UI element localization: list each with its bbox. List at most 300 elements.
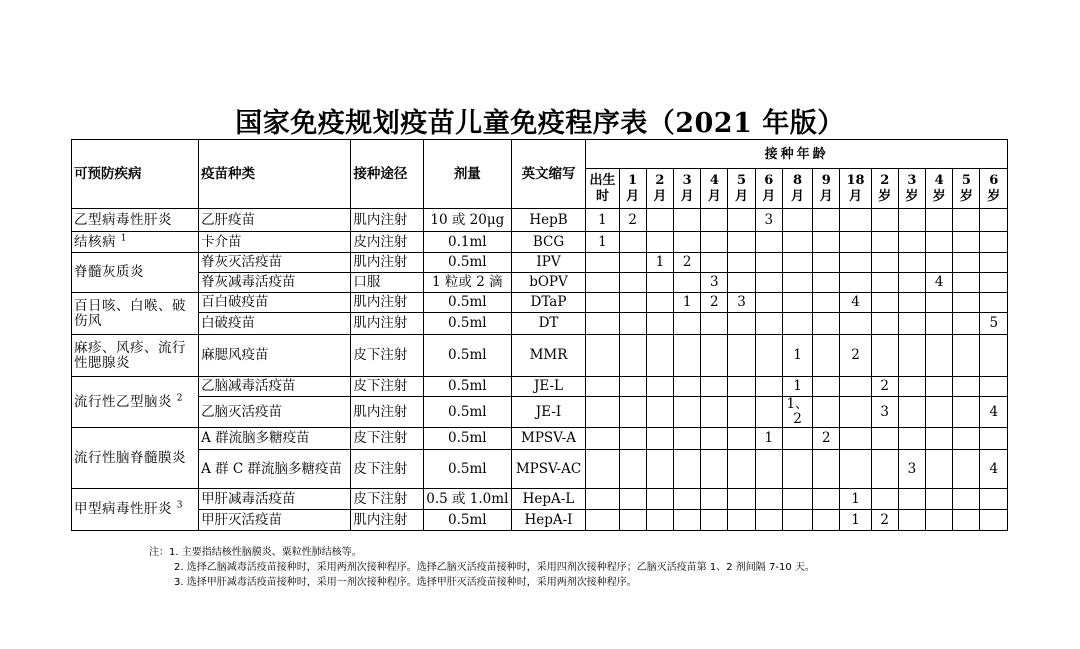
dose-cell: [782, 293, 812, 313]
vaccine-dose: 0.5ml: [423, 450, 511, 489]
age-header-unit: 月: [791, 188, 805, 204]
dose-cell: [646, 209, 673, 232]
dose-cell: [980, 489, 1008, 510]
dose-cell: [813, 253, 840, 273]
dose-cell: [898, 273, 925, 293]
vaccine-name: 乙肝疫苗: [199, 209, 351, 232]
dose-cell: [953, 377, 980, 397]
dose-cell: [586, 335, 619, 377]
age-header-14: [980, 169, 1008, 209]
dose-cell: 2: [619, 209, 646, 232]
age-header-5: [728, 169, 755, 209]
disease-name: 乙型病毒性肝炎: [74, 211, 172, 228]
dose-cell: [953, 209, 980, 232]
vaccine-route: 口服: [351, 273, 424, 293]
header-abbr: 英文缩写: [511, 140, 586, 209]
dose-cell: [782, 232, 812, 253]
dose-cell: [980, 209, 1008, 232]
dose-cell: [619, 335, 646, 377]
dose-cell: [674, 377, 701, 397]
dose-cell: 1: [646, 253, 673, 273]
dose-cell: [782, 489, 812, 510]
dose-cell: [926, 489, 953, 510]
dose-cell: [701, 313, 728, 335]
dose-cell: [898, 232, 925, 253]
dose-cell: [782, 428, 812, 450]
age-header-unit: 月: [653, 188, 667, 204]
dose-cell: [980, 293, 1008, 313]
table-row: [72, 253, 1008, 273]
dose-cell: [898, 428, 925, 450]
dose-cell: 3: [728, 293, 755, 313]
age-header-value: 3: [682, 172, 692, 188]
dose-cell: [586, 428, 619, 450]
table-row: [72, 335, 1008, 377]
age-header-value: 18: [846, 172, 865, 188]
vaccine-abbr: IPV: [511, 253, 586, 273]
vaccine-abbr: MPSV-AC: [511, 450, 586, 489]
dose-cell: [813, 273, 840, 293]
dose-cell: [926, 209, 953, 232]
table-row: [72, 428, 1008, 450]
dose-cell: [701, 377, 728, 397]
page-title: 国家免疫规划疫苗儿童免疫程序表（2021 年版）: [235, 108, 845, 139]
vaccine-route: 肌内注射: [351, 253, 424, 273]
vaccine-abbr: HepA-I: [511, 510, 586, 531]
dose-cell: [840, 232, 871, 253]
dose-cell: [619, 273, 646, 293]
dose-cell: [674, 335, 701, 377]
dose-cell: [980, 510, 1008, 531]
disease-cell: [72, 253, 199, 293]
dose-cell: [953, 397, 980, 428]
table-row: [72, 489, 1008, 510]
dose-cell: [646, 510, 673, 531]
dose-cell: [898, 510, 925, 531]
vaccine-name: 乙脑减毒活疫苗: [199, 377, 351, 397]
disease-cell: [72, 377, 199, 428]
dose-cell: [953, 293, 980, 313]
dose-cell: [619, 232, 646, 253]
age-header-unit: 岁: [878, 188, 892, 204]
dose-cell: 2: [813, 428, 840, 450]
dose-cell: 1: [840, 489, 871, 510]
dose-cell: 4: [980, 450, 1008, 489]
dose-cell: 1、2: [782, 397, 812, 428]
dose-cell: [701, 450, 728, 489]
dose-cell: [701, 232, 728, 253]
dose-cell: [755, 450, 782, 489]
age-header-0: [586, 169, 619, 209]
dose-cell: 3: [871, 397, 898, 428]
dose-cell: [619, 428, 646, 450]
age-header-unit: 月: [762, 188, 776, 204]
dose-cell: [926, 293, 953, 313]
dose-cell: [871, 489, 898, 510]
dose-cell: [728, 232, 755, 253]
dose-cell: 1: [586, 232, 619, 253]
vaccine-name: 乙脑灭活疫苗: [199, 397, 351, 428]
age-header-unit: 岁: [905, 188, 919, 204]
dose-cell: [840, 313, 871, 335]
dose-cell: [755, 293, 782, 313]
vaccine-dose: 0.1ml: [423, 232, 511, 253]
dose-cell: [926, 510, 953, 531]
disease-name: 甲型病毒性肝炎: [74, 501, 172, 517]
dose-cell: [674, 450, 701, 489]
dose-cell: [755, 253, 782, 273]
age-header-7: [782, 169, 812, 209]
dose-cell: 1: [586, 209, 619, 232]
dose-cell: [926, 313, 953, 335]
dose-cell: [728, 510, 755, 531]
age-header-unit: 岁: [959, 188, 973, 204]
dose-cell: 2: [871, 377, 898, 397]
dose-cell: [619, 397, 646, 428]
footnotes: [149, 545, 815, 590]
dose-cell: [953, 273, 980, 293]
dose-cell: 1: [782, 377, 812, 397]
table-row: [72, 209, 1008, 232]
vaccine-dose: 0.5 或 1.0ml: [423, 489, 511, 510]
dose-cell: [728, 377, 755, 397]
age-header-value: 8: [792, 172, 803, 188]
dose-cell: [674, 489, 701, 510]
dose-cell: [871, 232, 898, 253]
dose-cell: [755, 377, 782, 397]
dose-cell: [619, 510, 646, 531]
age-header-6: [755, 169, 782, 209]
disease-cell: [72, 489, 199, 531]
vaccine-abbr: HepB: [511, 209, 586, 232]
age-header-value: 5: [737, 172, 747, 188]
dose-cell: [840, 253, 871, 273]
dose-cell: 1: [755, 428, 782, 450]
vaccine-name: A 群流脑多糖疫苗: [199, 428, 351, 450]
age-header-2: [646, 169, 673, 209]
dose-cell: 2: [701, 293, 728, 313]
dose-cell: [701, 335, 728, 377]
age-header-9: [840, 169, 871, 209]
age-header-value: 6: [989, 172, 999, 188]
dose-cell: [701, 510, 728, 531]
dose-cell: [646, 293, 673, 313]
dose-cell: [755, 232, 782, 253]
dose-cell: [871, 293, 898, 313]
table-row: [72, 450, 1008, 489]
dose-cell: [926, 428, 953, 450]
dose-cell: [953, 450, 980, 489]
dose-cell: [813, 397, 840, 428]
dose-cell: [586, 450, 619, 489]
dose-cell: 5: [980, 313, 1008, 335]
dose-cell: 2: [674, 253, 701, 273]
footnote-1: 注：1. 主要指结核性脑膜炎、粟粒性肺结核等。: [149, 547, 362, 558]
dose-cell: [701, 428, 728, 450]
dose-cell: [586, 273, 619, 293]
dose-cell: 4: [926, 273, 953, 293]
dose-cell: [701, 209, 728, 232]
vaccine-route: 肌内注射: [351, 313, 424, 335]
age-header-1: [619, 169, 646, 209]
dose-cell: [926, 335, 953, 377]
dose-cell: [586, 293, 619, 313]
dose-cell: [953, 428, 980, 450]
dose-cell: [953, 253, 980, 273]
dose-cell: [646, 397, 673, 428]
age-header-value: 4: [934, 172, 944, 188]
dose-cell: 4: [840, 293, 871, 313]
dose-cell: [813, 335, 840, 377]
dose-cell: [871, 273, 898, 293]
header-route: 接种途径: [351, 140, 424, 209]
dose-cell: [813, 313, 840, 335]
dose-cell: [840, 428, 871, 450]
age-header-value: 1: [628, 172, 638, 188]
dose-cell: [674, 510, 701, 531]
dose-cell: [728, 313, 755, 335]
dose-cell: 1: [674, 293, 701, 313]
age-header-value: 9: [821, 172, 831, 188]
age-header-11: [898, 169, 925, 209]
dose-cell: [840, 209, 871, 232]
vaccine-name: 甲肝减毒活疫苗: [199, 489, 351, 510]
dose-cell: [728, 489, 755, 510]
dose-cell: [619, 450, 646, 489]
dose-cell: [953, 313, 980, 335]
vaccine-name: 脊灰减毒活疫苗: [199, 273, 351, 293]
dose-cell: [840, 377, 871, 397]
vaccine-dose: 0.5ml: [423, 377, 511, 397]
age-header-4: [701, 169, 728, 209]
vaccine-dose: 0.5ml: [423, 428, 511, 450]
dose-cell: [586, 510, 619, 531]
vaccine-name: A 群 C 群流脑多糖疫苗: [199, 450, 351, 489]
header-vaccine: 疫苗种类: [199, 140, 351, 209]
dose-cell: [728, 335, 755, 377]
dose-cell: [619, 293, 646, 313]
dose-cell: 3: [701, 273, 728, 293]
dose-cell: 2: [840, 335, 871, 377]
vaccine-name: 百白破疫苗: [199, 293, 351, 313]
dose-cell: [813, 450, 840, 489]
vaccine-route: 皮下注射: [351, 377, 424, 397]
age-header-12: [926, 169, 953, 209]
disease-name: 结核病: [74, 233, 116, 250]
dose-cell: [646, 450, 673, 489]
dose-cell: [980, 232, 1008, 253]
age-header-unit: 月: [819, 188, 833, 204]
dose-cell: [871, 313, 898, 335]
header-age-group: 接种年龄: [586, 140, 1008, 169]
age-header-value: 2: [880, 172, 890, 188]
footnote-marker: 3: [176, 500, 184, 511]
vaccine-abbr: BCG: [511, 232, 586, 253]
dose-cell: [586, 313, 619, 335]
vaccine-name: 卡介苗: [199, 232, 351, 253]
table-row: [72, 377, 1008, 397]
dose-cell: 3: [898, 450, 925, 489]
dose-cell: [953, 510, 980, 531]
disease-cell: [72, 232, 199, 253]
age-header-value: 3: [907, 172, 917, 188]
dose-cell: [728, 450, 755, 489]
dose-cell: [674, 313, 701, 335]
age-header-unit: 岁: [987, 188, 1001, 204]
vaccine-abbr: MPSV-A: [511, 428, 586, 450]
dose-cell: [701, 489, 728, 510]
vaccine-abbr: JE-I: [511, 397, 586, 428]
vaccine-name: 白破疫苗: [199, 313, 351, 335]
dose-cell: [813, 232, 840, 253]
table-row: [72, 232, 1008, 253]
table-row: [72, 273, 1008, 293]
dose-cell: [646, 428, 673, 450]
footnote-3: 3. 选择甲肝减毒活疫苗接种时，采用一剂次接种程序。选择甲肝灭活疫苗接种时，采用两剂次接种程序。: [174, 577, 637, 588]
vaccine-route: 皮下注射: [351, 450, 424, 489]
disease-cell: [72, 209, 199, 232]
dose-cell: [619, 489, 646, 510]
vaccine-route: 肌内注射: [351, 209, 424, 232]
dose-cell: [782, 273, 812, 293]
disease-name: 脊髓灰质炎: [74, 264, 144, 280]
dose-cell: [840, 450, 871, 489]
dose-cell: [782, 450, 812, 489]
dose-cell: [813, 489, 840, 510]
dose-cell: [871, 335, 898, 377]
dose-cell: [782, 510, 812, 531]
age-header-unit: 月: [707, 188, 721, 204]
dose-cell: [926, 253, 953, 273]
dose-cell: [898, 209, 925, 232]
dose-cell: [980, 253, 1008, 273]
vaccine-abbr: DT: [511, 313, 586, 335]
dose-cell: [701, 253, 728, 273]
vaccine-dose: 0.5ml: [423, 335, 511, 377]
dose-cell: [728, 209, 755, 232]
dose-cell: [980, 335, 1008, 377]
dose-cell: [728, 273, 755, 293]
dose-cell: 1: [840, 510, 871, 531]
age-header-value: 5: [961, 172, 971, 188]
dose-cell: [926, 377, 953, 397]
dose-cell: [728, 397, 755, 428]
vaccine-route: 肌内注射: [351, 510, 424, 531]
dose-cell: [755, 335, 782, 377]
footnote-marker: 2: [176, 393, 184, 403]
dose-cell: [813, 510, 840, 531]
dose-cell: [953, 232, 980, 253]
dose-cell: [926, 232, 953, 253]
header-dose: 剂量: [423, 140, 511, 209]
table-row: [72, 397, 1008, 428]
age-header-unit: 月: [848, 188, 862, 204]
dose-cell: [898, 293, 925, 313]
vaccine-dose: 0.5ml: [423, 313, 511, 335]
dose-cell: [926, 450, 953, 489]
dose-cell: [840, 273, 871, 293]
dose-cell: [813, 293, 840, 313]
vaccine-abbr: JE-L: [511, 377, 586, 397]
dose-cell: [980, 273, 1008, 293]
dose-cell: [619, 253, 646, 273]
vaccine-dose: 0.5ml: [423, 510, 511, 531]
dose-cell: [586, 253, 619, 273]
dose-cell: [813, 377, 840, 397]
age-header-8: [813, 169, 840, 209]
vaccine-dose: 0.5ml: [423, 397, 511, 428]
dose-cell: 4: [980, 397, 1008, 428]
dose-cell: [898, 377, 925, 397]
disease-name: 流行性脑脊髓膜炎: [74, 449, 186, 466]
vaccine-abbr: DTaP: [511, 293, 586, 313]
header-disease: 可预防疾病: [72, 140, 199, 209]
vaccine-route: 肌内注射: [351, 397, 424, 428]
dose-cell: [898, 335, 925, 377]
dose-cell: [586, 489, 619, 510]
vaccine-route: 皮下注射: [351, 489, 424, 510]
disease-cell: [72, 428, 199, 489]
age-header-unit: 月: [680, 188, 694, 204]
age-header-value: 6: [764, 172, 774, 188]
vaccine-abbr: HepA-L: [511, 489, 586, 510]
dose-cell: [813, 209, 840, 232]
dose-cell: [871, 450, 898, 489]
dose-cell: [674, 209, 701, 232]
dose-cell: [755, 397, 782, 428]
age-header-value: 4: [709, 172, 719, 188]
table-row: [72, 313, 1008, 335]
dose-cell: [871, 253, 898, 273]
dose-cell: [980, 428, 1008, 450]
dose-cell: [782, 253, 812, 273]
dose-cell: [646, 273, 673, 293]
footnote-marker: 1: [120, 233, 128, 243]
vaccine-route: 皮内注射: [351, 232, 424, 253]
immunization-schedule-table: [71, 139, 1008, 531]
dose-cell: [646, 232, 673, 253]
vaccine-name: 麻腮风疫苗: [199, 335, 351, 377]
disease-name: 流行性乙型脑炎: [74, 393, 172, 410]
dose-cell: [871, 428, 898, 450]
dose-cell: [646, 335, 673, 377]
disease-name: 麻疹、风疹、流行性腮腺炎: [74, 339, 186, 371]
dose-cell: [674, 232, 701, 253]
dose-cell: [755, 313, 782, 335]
vaccine-route: 皮下注射: [351, 428, 424, 450]
dose-cell: [619, 377, 646, 397]
vaccine-abbr: MMR: [511, 335, 586, 377]
age-header-3: [674, 169, 701, 209]
dose-cell: [701, 397, 728, 428]
dose-cell: [898, 397, 925, 428]
age-header-unit: 时: [595, 188, 609, 204]
dose-cell: [586, 377, 619, 397]
dose-cell: 2: [871, 510, 898, 531]
dose-cell: [728, 253, 755, 273]
age-header-unit: 岁: [932, 188, 946, 204]
dose-cell: [755, 489, 782, 510]
dose-cell: [755, 273, 782, 293]
footnote-2: 2. 选择乙脑减毒活疫苗接种时，采用两剂次接种程序。选择乙脑灭活疫苗接种时，采用四剂次接种程序；乙脑灭活疫苗第 1、2 剂间隔 7-10 天。: [174, 562, 815, 573]
age-header-value: 2: [655, 172, 665, 188]
dose-cell: 3: [755, 209, 782, 232]
dose-cell: [646, 377, 673, 397]
disease-cell: [72, 293, 199, 335]
age-header-unit: 月: [735, 188, 749, 204]
dose-cell: [898, 313, 925, 335]
age-header-13: [953, 169, 980, 209]
